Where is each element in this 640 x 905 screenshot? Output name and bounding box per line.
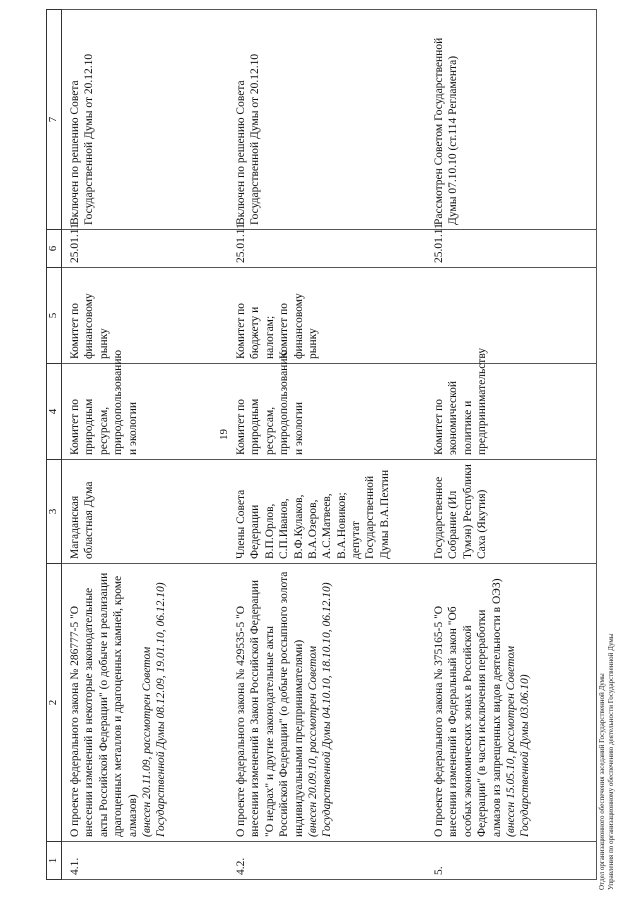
column-header: 1 [47, 842, 62, 880]
column-header: 2 [47, 564, 62, 842]
date-cell: 25.01.11 [62, 230, 229, 268]
lead-committee-cell: Комитет по природным ресурсам, природопользованию и экологии [228, 364, 426, 460]
bill-cell [62, 564, 229, 842]
co-committee-cell: Комитет по бюджету и налогам; Комитет по финансовому рынку [228, 268, 426, 364]
bill-title: О проекте федерального закона № 286777-5 "О внесении изменений в некоторые законодательные акты Российской Федерации" (о добыче и реализации драгоценных металлов и драгоценных камней, кроме алмазов) [69, 572, 139, 837]
bill-title: О проекте федерального закона № 429535-5 "О внесении изменений в Закон Российской Федерации "О недрах" и другие законодательные акты Российской Федерации" (о добыче россыпного золота индивидуальными предпринимателями) [235, 571, 305, 837]
footer-line: Отдел организационного обеспечения заседаний Государственной Думы [598, 673, 606, 890]
column-header: 4 [47, 364, 62, 460]
date-cell: 25.01.11 [426, 230, 597, 268]
row-number: 4.2. [228, 842, 426, 880]
table-row [62, 10, 229, 880]
bill-note: (внесен 20.11.09, рассмотрен Советом Государственной Думы 08.12.09, 19.01.10, 06.12.10) [140, 582, 168, 837]
lead-committee-cell: Комитет по природным ресурсам, природопользованию и экологии [62, 364, 229, 460]
document-table-wrapper [46, 10, 626, 880]
co-committee-cell [426, 268, 597, 364]
date-cell: 25.01.11 [228, 230, 426, 268]
page-number: 19 [218, 429, 230, 440]
column-header: 7 [47, 10, 62, 230]
bill-title: О проекте федерального закона № 375165-5 "О внесении изменений в Федеральный закон "Об особых экономических зонах в Российской Федерации" (в части исключения переработки алмазов из запрещенных видов деятельности в ОЭЗ) [433, 578, 503, 837]
column-header: 3 [47, 460, 62, 564]
row-number: 5. [426, 842, 597, 880]
co-committee-cell: Комитет по финансовому рынку [62, 268, 229, 364]
document-footer [598, 560, 616, 890]
status-cell: Включен по решению Совета Государственной Думы от 20.12.10 [228, 10, 426, 230]
author-cell: Государственное Собрание (Ил Тумэн) Республики Саха (Якутия) [426, 460, 597, 564]
bill-note: (внесен 15.05.10, рассмотрен Советом Государственной Думы 03.06.10) [504, 645, 532, 837]
lead-committee-cell: Комитет по экономической политике и предпринимательству [426, 364, 597, 460]
table-row [426, 10, 597, 880]
row-number: 4.1. [62, 842, 229, 880]
column-header: 5 [47, 268, 62, 364]
agenda-table [46, 9, 597, 880]
column-header: 6 [47, 230, 62, 268]
status-cell: Включен по решению Совета Государственной Думы от 20.12.10 [62, 10, 229, 230]
footer-line: Управления по организационному обеспечению деятельности Государственной Думы [607, 633, 615, 890]
author-cell: Члены Совета Федерации В.П.Орлов, С.П.Иванов, В.Ф.Кулаков, В.А.Озеров, А.С.Матвеев, В.А.Новиков; депутат Государственной Думы В.А.Пехтин [228, 460, 426, 564]
status-cell: Рассмотрен Советом Государственной Думы 07.10.10 (ст.114 Регламента) [426, 10, 597, 230]
bill-cell [426, 564, 597, 842]
bill-note: (внесен 20.09.10, рассмотрен Советом Государственной Думы 04.10.10, 18.10.10, 06.12.10) [306, 582, 334, 837]
table-header-row [47, 10, 62, 880]
author-cell: Магаданская областная Дума [62, 460, 229, 564]
table-row [228, 10, 426, 880]
bill-cell [228, 564, 426, 842]
